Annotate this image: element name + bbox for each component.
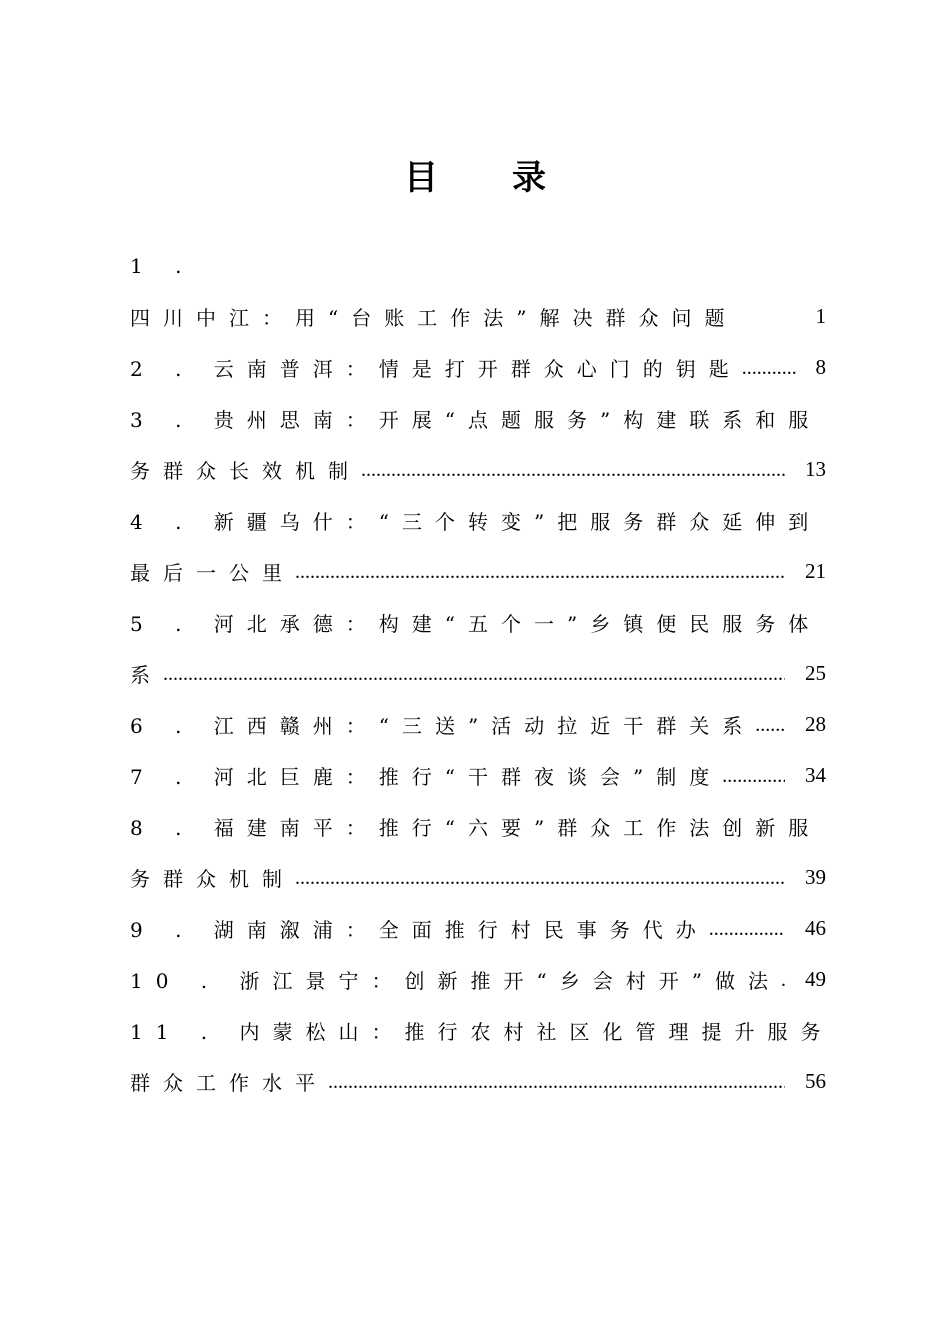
toc-entry-line[interactable] xyxy=(130,903,826,954)
toc-page-number: 34 xyxy=(805,763,826,787)
toc-leader-dots xyxy=(295,866,785,890)
toc-entry-text: 系 xyxy=(130,663,163,687)
toc-entry-text: 最后一公里 xyxy=(130,561,295,585)
toc-page-number: 39 xyxy=(805,865,826,889)
toc-leader-dots xyxy=(742,356,796,380)
toc-leader-dots xyxy=(295,560,785,584)
toc-page-number: 46 xyxy=(805,916,826,940)
toc-leader-dots xyxy=(328,1070,785,1094)
toc-leader-dots xyxy=(163,662,785,686)
toc-entry-line[interactable] xyxy=(130,648,826,699)
toc-leader-dots xyxy=(361,458,785,482)
toc-entry-text: 8 . 福建南平：推行“六要”群众工作法创新服 xyxy=(130,816,822,840)
toc-page-number: 13 xyxy=(805,457,826,481)
toc-leader-dots xyxy=(709,917,785,941)
toc-title-char-1: 目 xyxy=(404,158,438,198)
toc-entry-text: 11 . 内蒙松山：推行农村社区化管理提升服务 xyxy=(130,1020,834,1044)
toc-page-number: 28 xyxy=(805,712,826,736)
toc-page-number: 56 xyxy=(805,1069,826,1093)
toc-entry-line[interactable] xyxy=(130,699,826,750)
toc-entry-line[interactable] xyxy=(130,954,826,1005)
toc-page-number: 1 xyxy=(815,304,826,328)
toc-entry-line[interactable] xyxy=(130,1056,826,1107)
toc-page-number: 8 xyxy=(815,355,826,379)
toc-entry-line[interactable] xyxy=(130,393,826,444)
toc-entry-line[interactable] xyxy=(130,342,826,393)
toc-entry-text: 9 . 湖南溆浦：全面推行村民事务代办 xyxy=(130,918,709,942)
toc-entry-text: 四川中江：用“台账工作法”解决群众问题 xyxy=(130,306,738,330)
toc-entry-line[interactable] xyxy=(130,240,826,291)
toc-entry-line[interactable] xyxy=(130,801,826,852)
toc-entry-text: 7 . 河北巨鹿：推行“干群夜谈会”制度 xyxy=(130,765,723,789)
toc-entry-text: 务群众长效机制 xyxy=(130,459,361,483)
toc-title-char-2: 录 xyxy=(512,158,546,198)
toc-entry-text: 群众工作水平 xyxy=(130,1071,328,1095)
toc-entry-line[interactable] xyxy=(130,495,826,546)
toc-entry-text: 10 . 浙江景宁：创新推开“乡会村开”做法 xyxy=(130,969,781,993)
toc-page-number: 21 xyxy=(805,559,826,583)
toc-leader-dots xyxy=(755,713,785,737)
toc-entry-line[interactable] xyxy=(130,597,826,648)
toc-page-number: 49 xyxy=(805,967,826,991)
toc-entry-text: 1 . xyxy=(130,253,195,278)
toc-entry-line[interactable] xyxy=(130,546,826,597)
toc-entry-line[interactable] xyxy=(130,852,826,903)
toc-entry-text: 2 . 云南普洱：情是打开群众心门的钥匙 xyxy=(130,357,742,381)
toc-entry-line[interactable] xyxy=(130,444,826,495)
table-of-contents xyxy=(130,240,834,1107)
toc-entry-line[interactable] xyxy=(130,750,826,801)
toc-entry-line[interactable] xyxy=(130,291,826,342)
toc-entry-line[interactable] xyxy=(130,1005,834,1056)
toc-entry-text: 5 . 河北承德：构建“五个一”乡镇便民服务体 xyxy=(130,612,822,636)
toc-entry-text: 4 . 新疆乌什：“三个转变”把服务群众延伸到 xyxy=(130,510,822,534)
toc-page-number: 25 xyxy=(805,661,826,685)
toc-title xyxy=(0,150,950,199)
toc-entry-text: 3 . 贵州思南：开展“点题服务”构建联系和服 xyxy=(130,408,822,432)
toc-leader-dots xyxy=(722,764,785,788)
toc-entry-text: 务群众机制 xyxy=(130,867,295,891)
toc-leader-dots xyxy=(781,968,785,992)
toc-entry-text: 6 . 江西赣州：“三送”活动拉近干群关系 xyxy=(130,714,756,738)
